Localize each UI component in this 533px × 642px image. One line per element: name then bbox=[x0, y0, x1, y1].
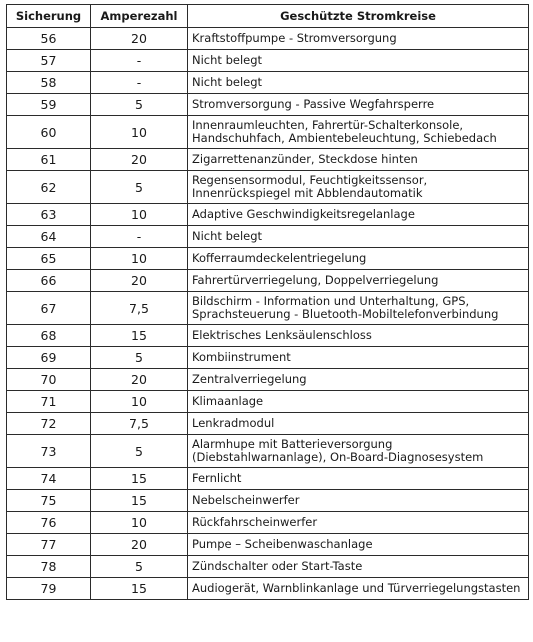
fuse-number: 58 bbox=[7, 72, 91, 94]
fuse-circuit: Zentralverriegelung bbox=[188, 369, 529, 391]
table-row bbox=[7, 512, 529, 534]
fuse-amperage: 5 bbox=[91, 556, 188, 578]
fuse-number: 64 bbox=[7, 226, 91, 248]
table-row bbox=[7, 369, 529, 391]
fuse-circuit: Stromversorgung - Passive Wegfahrsperre bbox=[188, 94, 529, 116]
fuse-circuit: Klimaanlage bbox=[188, 391, 529, 413]
header-circuits: Geschützte Stromkreise bbox=[188, 5, 529, 28]
fuse-circuit: Lenkradmodul bbox=[188, 413, 529, 435]
fuse-circuit: Zündschalter oder Start-Taste bbox=[188, 556, 529, 578]
header-fuse: Sicherung bbox=[7, 5, 91, 28]
fuse-circuit: Nebelscheinwerfer bbox=[188, 490, 529, 512]
fuse-amperage: 7,5 bbox=[91, 413, 188, 435]
table-row bbox=[7, 204, 529, 226]
fuse-circuit: Elektrisches Lenksäulenschloss bbox=[188, 325, 529, 347]
table-row bbox=[7, 347, 529, 369]
fuse-amperage: 10 bbox=[91, 116, 188, 149]
fuse-table-container bbox=[6, 4, 528, 600]
table-row bbox=[7, 50, 529, 72]
fuse-amperage: 10 bbox=[91, 248, 188, 270]
fuse-number: 77 bbox=[7, 534, 91, 556]
fuse-number: 72 bbox=[7, 413, 91, 435]
fuse-number: 74 bbox=[7, 468, 91, 490]
fuse-number: 78 bbox=[7, 556, 91, 578]
fuse-number: 67 bbox=[7, 292, 91, 325]
fuse-amperage: 10 bbox=[91, 204, 188, 226]
fuse-amperage: 20 bbox=[91, 534, 188, 556]
fuse-circuit: Audiogerät, Warnblinkanlage und Türverriegelungstasten bbox=[188, 578, 529, 600]
fuse-amperage: 20 bbox=[91, 149, 188, 171]
fuse-amperage: 20 bbox=[91, 369, 188, 391]
fuse-number: 56 bbox=[7, 28, 91, 50]
fuse-number: 57 bbox=[7, 50, 91, 72]
fuse-circuit: Fahrertürverriegelung, Doppelverriegelung bbox=[188, 270, 529, 292]
table-row bbox=[7, 490, 529, 512]
table-row bbox=[7, 413, 529, 435]
fuse-amperage: 15 bbox=[91, 578, 188, 600]
fuse-amperage: 10 bbox=[91, 391, 188, 413]
table-row bbox=[7, 435, 529, 468]
table-row bbox=[7, 28, 529, 50]
table-header-row bbox=[7, 5, 529, 28]
fuse-amperage: - bbox=[91, 50, 188, 72]
fuse-circuit: Zigarrettenanzünder, Steckdose hinten bbox=[188, 149, 529, 171]
fuse-circuit: Regensensormodul, Feuchtigkeitssensor, Innenrückspiegel mit Abblendautomatik bbox=[188, 171, 529, 204]
fuse-amperage: 10 bbox=[91, 512, 188, 534]
fuse-number: 60 bbox=[7, 116, 91, 149]
table-row bbox=[7, 248, 529, 270]
header-amperage: Amperezahl bbox=[91, 5, 188, 28]
table-row bbox=[7, 270, 529, 292]
fuse-amperage: 15 bbox=[91, 468, 188, 490]
table-row bbox=[7, 116, 529, 149]
table-row bbox=[7, 149, 529, 171]
fuse-number: 62 bbox=[7, 171, 91, 204]
table-row bbox=[7, 391, 529, 413]
fuse-circuit: Nicht belegt bbox=[188, 50, 529, 72]
fuse-number: 61 bbox=[7, 149, 91, 171]
fuse-circuit: Pumpe – Scheibenwaschanlage bbox=[188, 534, 529, 556]
fuse-number: 75 bbox=[7, 490, 91, 512]
table-row bbox=[7, 578, 529, 600]
fuse-amperage: - bbox=[91, 72, 188, 94]
table-row bbox=[7, 94, 529, 116]
fuse-amperage: 15 bbox=[91, 490, 188, 512]
fuse-circuit: Adaptive Geschwindigkeitsregelanlage bbox=[188, 204, 529, 226]
table-row bbox=[7, 72, 529, 94]
fuse-amperage: 20 bbox=[91, 28, 188, 50]
table-row bbox=[7, 534, 529, 556]
fuse-circuit: Fernlicht bbox=[188, 468, 529, 490]
fuse-amperage: 5 bbox=[91, 171, 188, 204]
fuse-circuit: Nicht belegt bbox=[188, 72, 529, 94]
table-row bbox=[7, 556, 529, 578]
fuse-number: 59 bbox=[7, 94, 91, 116]
table-row bbox=[7, 325, 529, 347]
fuse-number: 70 bbox=[7, 369, 91, 391]
fuse-amperage: 15 bbox=[91, 325, 188, 347]
fuse-circuit: Kraftstoffpumpe - Stromversorgung bbox=[188, 28, 529, 50]
fuse-number: 66 bbox=[7, 270, 91, 292]
fuse-circuit: Kombiinstrument bbox=[188, 347, 529, 369]
fuse-circuit: Innenraumleuchten, Fahrertür-Schalterkonsole, Handschuhfach, Ambientebeleuchtung, Schiebedach bbox=[188, 116, 529, 149]
fuse-number: 73 bbox=[7, 435, 91, 468]
fuse-number: 63 bbox=[7, 204, 91, 226]
fuse-number: 69 bbox=[7, 347, 91, 369]
fuse-circuit: Kofferraumdeckelentriegelung bbox=[188, 248, 529, 270]
table-row bbox=[7, 292, 529, 325]
fuse-number: 65 bbox=[7, 248, 91, 270]
fuse-table bbox=[6, 4, 529, 600]
fuse-number: 76 bbox=[7, 512, 91, 534]
fuse-amperage: 5 bbox=[91, 347, 188, 369]
table-row bbox=[7, 468, 529, 490]
table-row bbox=[7, 226, 529, 248]
fuse-amperage: 5 bbox=[91, 435, 188, 468]
fuse-number: 71 bbox=[7, 391, 91, 413]
fuse-circuit: Alarmhupe mit Batterieversorgung (Diebstahlwarnanlage), On-Board-Diagnosesystem bbox=[188, 435, 529, 468]
fuse-amperage: - bbox=[91, 226, 188, 248]
fuse-number: 68 bbox=[7, 325, 91, 347]
fuse-number: 79 bbox=[7, 578, 91, 600]
fuse-amperage: 7,5 bbox=[91, 292, 188, 325]
fuse-circuit: Nicht belegt bbox=[188, 226, 529, 248]
table-row bbox=[7, 171, 529, 204]
fuse-amperage: 20 bbox=[91, 270, 188, 292]
fuse-circuit: Rückfahrscheinwerfer bbox=[188, 512, 529, 534]
fuse-circuit: Bildschirm - Information und Unterhaltung, GPS, Sprachsteuerung - Bluetooth-Mobiltelefonverbindung bbox=[188, 292, 529, 325]
fuse-amperage: 5 bbox=[91, 94, 188, 116]
